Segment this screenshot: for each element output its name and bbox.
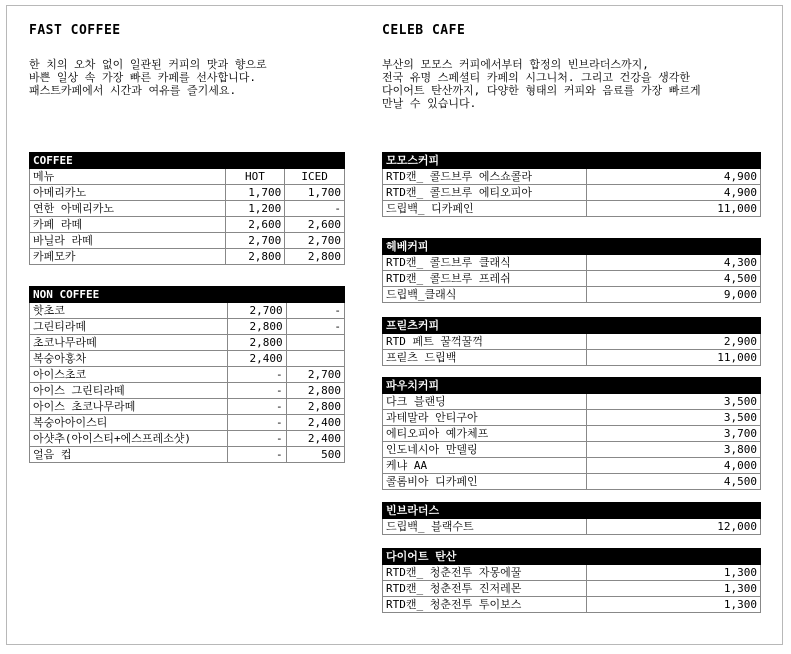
product-price: 4,500 (587, 474, 761, 490)
column-menu: 메뉴 (30, 169, 226, 185)
product-price: 12,000 (587, 519, 761, 535)
menu-item-name: 아이스 초코나무라떼 (30, 399, 228, 415)
celeb-cafe-column (382, 22, 761, 611)
coffee-table-header (30, 153, 345, 169)
fast-coffee-column (29, 22, 345, 461)
table-row (383, 271, 761, 287)
brand-name: 모모스커피 (383, 153, 761, 169)
brand-table-header (383, 318, 761, 334)
table-row (383, 565, 761, 581)
product-name: 콜롬비아 디카페인 (383, 474, 587, 490)
table-row (30, 319, 345, 335)
table-row (383, 185, 761, 201)
product-name: 에티오피아 예가체프 (383, 426, 587, 442)
noncoffee-rows (30, 303, 345, 463)
product-price: 1,300 (587, 597, 761, 613)
price-hot: 2,700 (225, 233, 285, 249)
product-name: 드립백_ 블랙수트 (383, 519, 587, 535)
product-name: RTD캔_ 콜드브루 프레쉬 (383, 271, 587, 287)
coffee-column-row (30, 169, 345, 185)
price-hot: - (228, 447, 286, 463)
product-name: RTD캔_ 청춘전투 진저레몬 (383, 581, 587, 597)
table-row (30, 447, 345, 463)
menu-item-name: 바닐라 라떼 (30, 233, 226, 249)
product-price: 4,000 (587, 458, 761, 474)
menu-item-name: 그린티라떼 (30, 319, 228, 335)
table-row (383, 350, 761, 366)
menu-item-name: 아샷추(아이스티+에스프레소샷) (30, 431, 228, 447)
price-hot: - (228, 367, 286, 383)
table-row (383, 474, 761, 490)
table-row (30, 249, 345, 265)
product-name: RTD캔_ 콜드브루 클래식 (383, 255, 587, 271)
menu-item-name: 복숭아아이스티 (30, 415, 228, 431)
brand-name: 빈브라더스 (383, 503, 761, 519)
product-price: 3,500 (587, 410, 761, 426)
product-price: 9,000 (587, 287, 761, 303)
table-row (30, 415, 345, 431)
brand-table (382, 238, 761, 303)
noncoffee-table-header (30, 287, 345, 303)
price-iced (286, 351, 344, 367)
column-iced: ICED (285, 169, 345, 185)
table-row (383, 255, 761, 271)
table-row (30, 383, 345, 399)
brand-name: 파우치커피 (383, 378, 761, 394)
price-hot: 1,200 (225, 201, 285, 217)
product-price: 4,900 (587, 185, 761, 201)
table-row (30, 351, 345, 367)
price-iced: 2,800 (286, 383, 344, 399)
noncoffee-table (29, 286, 345, 463)
table-row (383, 201, 761, 217)
celeb-cafe-intro: 부산의 모모스 커피에서부터 합정의 빈브라더스까지, 전국 유명 스페셜티 카페의 시그니처. 그리고 건강을 생각한 다이어트 탄산까지, 다양한 형태의 커피와 음료를 가장 빠르게 만날 수 있습니다. (382, 58, 701, 110)
product-name: 프릳츠 드립백 (383, 350, 587, 366)
menu-item-name: 카페모카 (30, 249, 226, 265)
fast-coffee-intro: 한 치의 오차 없이 일관된 커피의 맛과 향으로 바쁜 일상 속 가장 빠른 카페를 선사합니다. 패스트카페에서 시간과 여유를 즐기세요. (29, 58, 267, 97)
table-row (30, 367, 345, 383)
price-iced: 2,700 (285, 233, 345, 249)
product-name: RTD 페트 꿀꺽꿀꺽 (383, 334, 587, 350)
product-name: 다크 블랜딩 (383, 394, 587, 410)
product-price: 2,900 (587, 334, 761, 350)
product-name: 케냐 AA (383, 458, 587, 474)
price-iced: 500 (286, 447, 344, 463)
price-hot: - (228, 399, 286, 415)
price-iced: 1,700 (285, 185, 345, 201)
product-price: 4,900 (587, 169, 761, 185)
menu-item-name: 연한 아메리카노 (30, 201, 226, 217)
table-row (383, 442, 761, 458)
table-row (30, 217, 345, 233)
price-hot: 2,700 (228, 303, 286, 319)
table-row (30, 335, 345, 351)
table-row (383, 426, 761, 442)
price-hot: - (228, 415, 286, 431)
price-iced: - (286, 319, 344, 335)
price-iced: 2,800 (285, 249, 345, 265)
table-row (383, 519, 761, 535)
brand-table (382, 377, 761, 490)
fast-coffee-title: FAST COFFEE (29, 23, 121, 38)
price-hot: 2,400 (228, 351, 286, 367)
menu-item-name: 아이스초코 (30, 367, 228, 383)
menu-item-name: 복숭아홍차 (30, 351, 228, 367)
product-price: 3,500 (587, 394, 761, 410)
table-row (30, 185, 345, 201)
product-price: 3,800 (587, 442, 761, 458)
brand-table-header (383, 239, 761, 255)
price-hot: 2,800 (228, 319, 286, 335)
table-row (383, 394, 761, 410)
table-row (383, 458, 761, 474)
price-iced: 2,400 (286, 415, 344, 431)
price-hot: - (228, 383, 286, 399)
product-name: RTD캔_ 청춘전투 자몽에꿀 (383, 565, 587, 581)
table-row (383, 334, 761, 350)
brand-table (382, 548, 761, 613)
product-price: 11,000 (587, 350, 761, 366)
table-row (30, 233, 345, 249)
product-price: 1,300 (587, 581, 761, 597)
table-row (30, 399, 345, 415)
brand-table-header (383, 378, 761, 394)
price-iced: - (285, 201, 345, 217)
price-iced: 2,800 (286, 399, 344, 415)
brand-table (382, 317, 761, 366)
brand-name: 다이어트 탄산 (383, 549, 761, 565)
brand-table (382, 502, 761, 535)
noncoffee-header: NON COFFEE (30, 287, 345, 303)
brand-table-header (383, 503, 761, 519)
price-hot: 1,700 (225, 185, 285, 201)
table-row (383, 410, 761, 426)
price-hot: 2,800 (228, 335, 286, 351)
table-row (383, 581, 761, 597)
coffee-header: COFFEE (30, 153, 345, 169)
coffee-rows (30, 185, 345, 265)
menu-item-name: 핫초코 (30, 303, 228, 319)
table-row (30, 201, 345, 217)
menu-item-name: 얼음 컵 (30, 447, 228, 463)
brand-name: 프릳츠커피 (383, 318, 761, 334)
menu-item-name: 카페 라떼 (30, 217, 226, 233)
menu-item-name: 아이스 그린티라떼 (30, 383, 228, 399)
price-iced (286, 335, 344, 351)
celeb-cafe-title: CELEB CAFE (382, 23, 466, 38)
price-iced: - (286, 303, 344, 319)
brand-table-header (383, 549, 761, 565)
brand-table (382, 152, 761, 217)
product-name: RTD캔_ 청춘전투 투이보스 (383, 597, 587, 613)
product-price: 3,700 (587, 426, 761, 442)
price-iced: 2,400 (286, 431, 344, 447)
product-name: 인도네시아 만델링 (383, 442, 587, 458)
price-iced: 2,700 (286, 367, 344, 383)
coffee-table (29, 152, 345, 265)
column-hot: HOT (225, 169, 285, 185)
product-name: 드립백_ 디카페인 (383, 201, 587, 217)
product-price: 4,300 (587, 255, 761, 271)
price-hot: 2,800 (225, 249, 285, 265)
price-iced: 2,600 (285, 217, 345, 233)
price-hot: 2,600 (225, 217, 285, 233)
table-row (383, 287, 761, 303)
product-price: 1,300 (587, 565, 761, 581)
product-price: 11,000 (587, 201, 761, 217)
table-row (30, 303, 345, 319)
brand-name: 헤베커피 (383, 239, 761, 255)
brand-table-header (383, 153, 761, 169)
product-name: RTD캔_ 콜드브루 에스쇼콜라 (383, 169, 587, 185)
menu-item-name: 초코나무라떼 (30, 335, 228, 351)
product-name: 과테말라 안티구아 (383, 410, 587, 426)
product-price: 4,500 (587, 271, 761, 287)
menu-item-name: 아메리카노 (30, 185, 226, 201)
price-hot: - (228, 431, 286, 447)
table-row (383, 169, 761, 185)
table-row (30, 431, 345, 447)
table-row (383, 597, 761, 613)
product-name: RTD캔_ 콜드브루 에티오피아 (383, 185, 587, 201)
product-name: 드립백_클래식 (383, 287, 587, 303)
